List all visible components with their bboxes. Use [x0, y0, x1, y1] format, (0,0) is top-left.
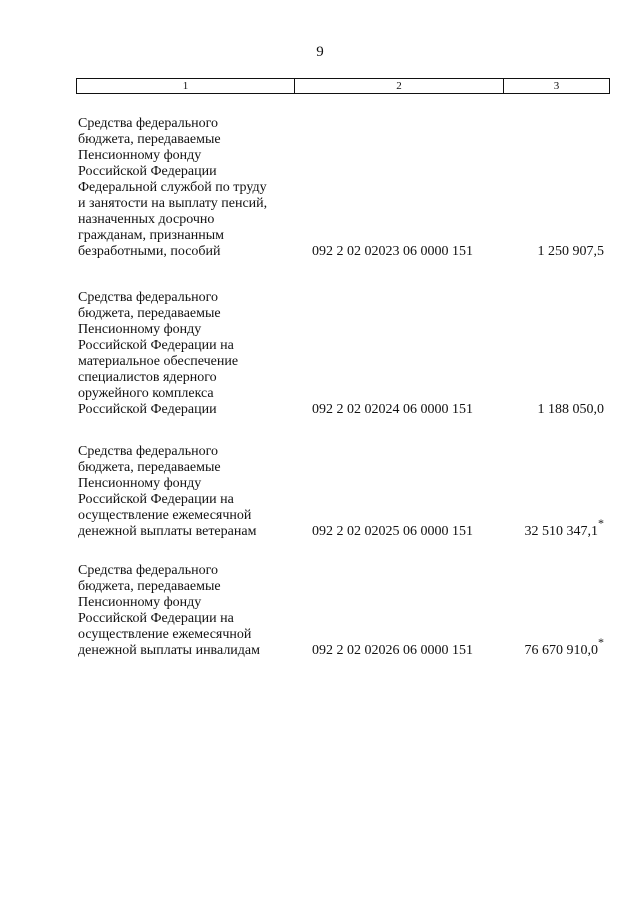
column-header-3: 3 — [553, 79, 560, 92]
table-row — [78, 444, 608, 540]
amount-value: 1 188 050,0 — [537, 402, 604, 417]
amount-value: 76 670 910,0 — [524, 643, 598, 658]
row-amount — [538, 402, 605, 418]
table-row — [78, 116, 608, 260]
table-header — [76, 78, 610, 94]
row-amount — [524, 516, 605, 540]
row-code: 092 2 02 02024 06 0000 151 — [312, 402, 473, 417]
row-description: Средства федерального бюджета, передаваемые Пенсионному фонду Российской Федерации на осуществление ежемесячной денежной выплаты ветеранам — [78, 444, 257, 539]
row-code: 092 2 02 02023 06 0000 151 — [312, 244, 473, 259]
footnote-mark: * — [598, 635, 604, 650]
column-header-1: 1 — [77, 79, 295, 93]
amount-value: 32 510 347,1 — [524, 524, 598, 539]
column-header-2: 2 — [295, 79, 504, 93]
row-description: Средства федерального бюджета, передаваемые Пенсионному фонду Российской Федерации на материальное обеспечение специалистов ядерного оружейного комплекса Российской Федерации — [78, 290, 239, 417]
table-row — [78, 563, 608, 659]
footnote-mark: * — [598, 516, 604, 531]
row-amount — [524, 635, 605, 659]
amount-value: 1 250 907,5 — [537, 244, 604, 259]
row-code: 092 2 02 02025 06 0000 151 — [312, 524, 473, 539]
page-number: 9 — [316, 44, 324, 60]
row-amount — [538, 244, 605, 260]
row-code: 092 2 02 02026 06 0000 151 — [312, 643, 473, 658]
table-row — [78, 290, 608, 418]
row-description: Средства федерального бюджета, передаваемые Пенсионному фонду Российской Федерации на осуществление ежемесячной денежной выплаты инвалидам — [78, 563, 260, 658]
row-description: Средства федерального бюджета, передаваемые Пенсионному фонду Российской Федерации Федеральной службой по труду и занятости на выплату пенсий, назначенных досрочно гражданам, признанным безработными, пособий — [78, 116, 268, 259]
